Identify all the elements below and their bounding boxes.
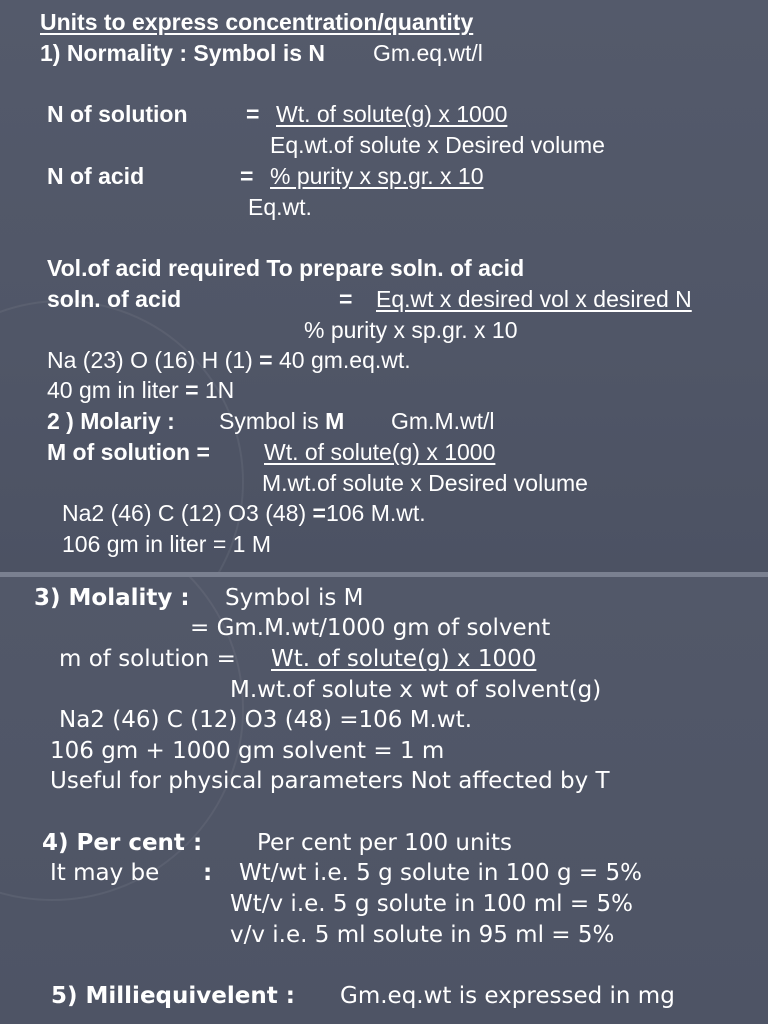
percent-may-be: It may be [50, 860, 160, 886]
equals-sign: = [259, 347, 273, 373]
na2co3-atoms: Na2 (46) C (12) O3 (48) [62, 500, 307, 526]
n-acid-label: N of acid [47, 163, 145, 189]
equals-sign: = [185, 377, 199, 403]
na2co3-molar-example: 106 gm in liter = 1 M [62, 531, 272, 557]
m-solution-denominator: M.wt.of solute x Desired volume [262, 470, 588, 496]
equals-sign: = [240, 163, 254, 189]
m-solution-label: M of solution = [47, 439, 210, 465]
molality-example: Na2 (46) C (12) O3 (48) =106 M.wt. [59, 707, 473, 733]
equals-sign: = [246, 101, 260, 127]
naoh-normal-example [47, 379, 234, 402]
percent-colon: : [203, 860, 213, 886]
soln-acid-numerator: Eq.wt x desired vol x desired N [376, 286, 692, 312]
naoh-atoms: Na (23) O (16) H (1) [47, 347, 253, 373]
naoh-mass: 40 gm in liter [47, 377, 179, 403]
soln-acid-denominator: % purity x sp.gr. x 10 [304, 317, 518, 343]
molality-numerator: Wt. of solute(g) x 1000 [271, 646, 537, 672]
naoh-eqwt: 40 gm.eq.wt. [278, 347, 411, 373]
meq-definition: Gm.eq.wt is expressed in mg [340, 983, 675, 1009]
molality-m-label: m of solution = [59, 646, 236, 672]
molarity-unit: Gm.M.wt/l [391, 408, 495, 434]
slide-molality-percent [0, 577, 768, 1024]
molality-example-2: 106 gm + 1000 gm solvent = 1 m [50, 738, 445, 764]
normality-heading: 1) Normality : Symbol is N [40, 40, 326, 66]
molality-symbol: Symbol is M [225, 585, 364, 611]
molality-definition: = Gm.M.wt/1000 gm of solvent [190, 615, 551, 641]
n-solution-numerator: Wt. of solute(g) x 1000 [276, 101, 508, 127]
soln-acid-label: soln. of acid [47, 286, 182, 312]
percent-heading: 4) Per cent : [42, 830, 203, 856]
molarity-symbol [219, 410, 344, 433]
n-acid-denominator: Eq.wt. [248, 194, 312, 220]
page-title: Units to express concentration/quantity [40, 9, 474, 35]
percent-wtv: Wt/v i.e. 5 g solute in 100 ml = 5% [230, 891, 633, 917]
na2co3-mwt: 106 M.wt. [325, 500, 426, 526]
percent-definition: Per cent per 100 units [257, 830, 512, 856]
n-solution-denominator: Eq.wt.of solute x Desired volume [270, 132, 605, 158]
normality-unit: Gm.eq.wt/l [373, 40, 483, 66]
equals-sign: = [339, 286, 353, 312]
n-acid-numerator: % purity x sp.gr. x 10 [270, 163, 484, 189]
equals-sign: = [312, 500, 326, 526]
vol-acid-heading: Vol.of acid required To prepare soln. of acid [47, 255, 525, 281]
meq-heading: 5) Milliequivelent : [51, 983, 295, 1009]
na2co3-example [62, 502, 426, 525]
percent-vv: v/v i.e. 5 ml solute in 95 ml = 5% [230, 922, 615, 948]
naoh-example [47, 349, 411, 372]
molarity-heading: 2 ) Molariy : [47, 408, 175, 434]
n-solution-label: N of solution [47, 101, 188, 127]
molarity-symbol-text: Symbol is [219, 408, 319, 434]
molality-denominator: M.wt.of solute x wt of solvent(g) [230, 677, 602, 703]
molality-note: Useful for physical parameters Not affected by T [50, 768, 610, 794]
molality-heading: 3) Molality : [34, 585, 190, 611]
percent-wtwt: Wt/wt i.e. 5 g solute in 100 g = 5% [239, 860, 642, 886]
naoh-normal: 1N [204, 377, 235, 403]
molarity-symbol-letter: M [325, 408, 345, 434]
m-solution-numerator: Wt. of solute(g) x 1000 [264, 439, 496, 465]
